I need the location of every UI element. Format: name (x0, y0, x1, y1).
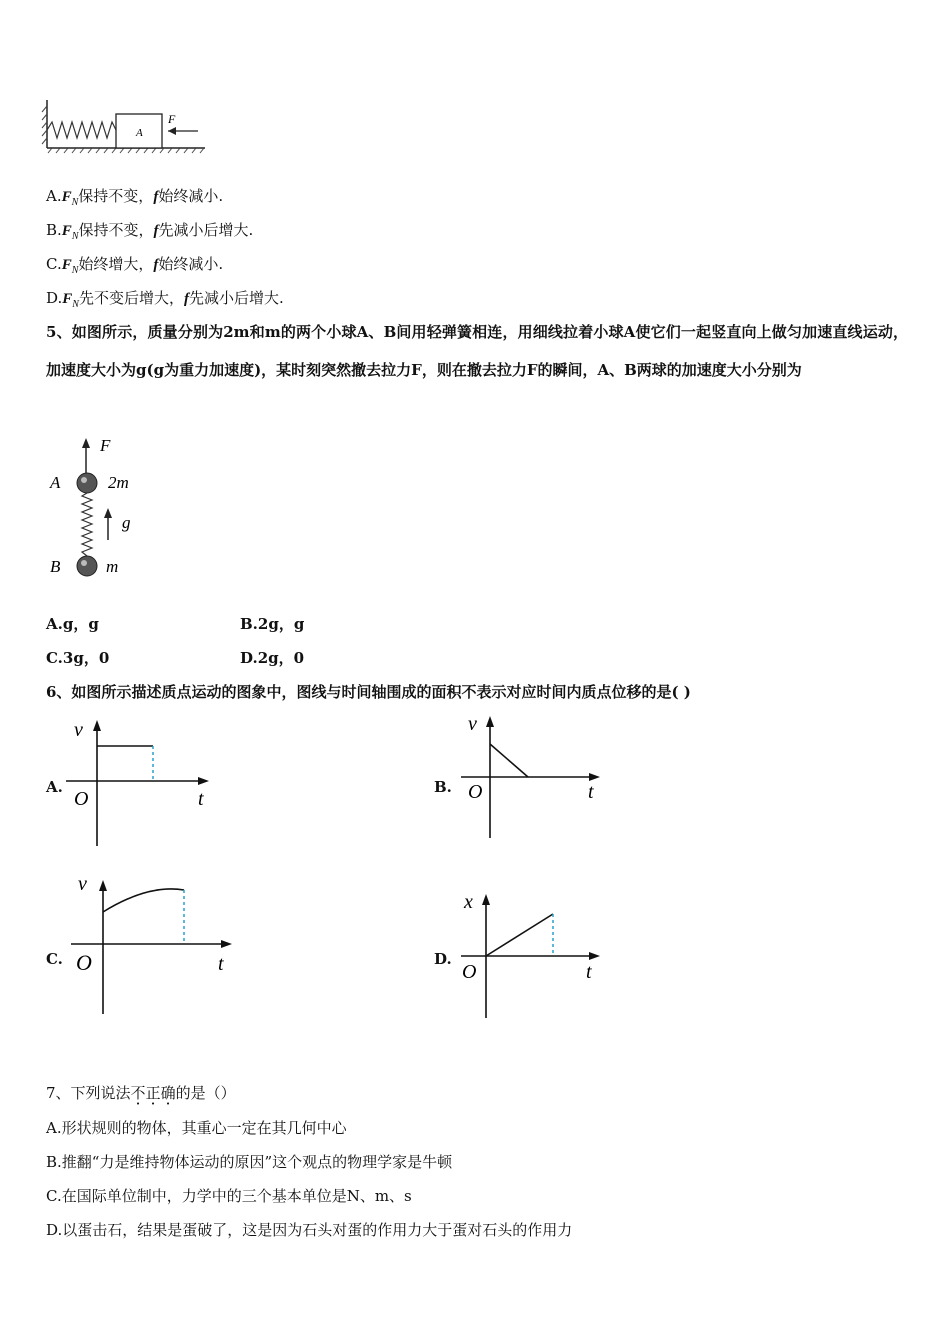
graph-c-x-label: t (218, 953, 224, 975)
fig-mass-b-label: m (106, 557, 119, 576)
q5-option-d: D.2g，0 (240, 649, 305, 667)
graph-d-letter: D. (434, 950, 452, 968)
fig-mass-a-label: 2m (108, 473, 129, 492)
q5-two-ball-figure (44, 432, 154, 582)
q7-option-d: D.以蛋击石，结果是蛋破了，这是因为石头对蛋的作用力大于蛋对石头的作用力 (46, 1221, 573, 1239)
fig-ball-a-label: A (50, 473, 61, 492)
ball-b (77, 556, 97, 576)
q5-option-a: A.g，g (46, 615, 99, 633)
graph-c-origin: O (76, 950, 92, 975)
q6-stem: 6、如图所示描述质点运动的图象中，图线与时间轴围成的面积不表示对应时间内质点位移的是( ) (46, 683, 691, 701)
graph-a-y-label: v (74, 719, 83, 741)
graph-b-curve (490, 744, 528, 777)
spring-block-figure (40, 96, 210, 158)
graph-a-x-label: t (198, 788, 204, 810)
graph-d-x-label: t (586, 961, 592, 983)
graph-c-letter: C. (46, 950, 63, 968)
graph-d (456, 888, 616, 1022)
q4-option-b: $B.F_N$保持不变，f先减小后增大. (46, 221, 254, 242)
graph-a-letter: A. (46, 778, 63, 796)
graph-d-curve (486, 914, 553, 956)
graph-d-y-label: x (464, 891, 473, 913)
graph-c (66, 872, 236, 1018)
graph-c-curve (103, 889, 184, 912)
fig-ball-b-label: B (50, 557, 61, 576)
force-label: F (168, 112, 176, 126)
graph-b-y-label: v (468, 713, 477, 735)
q5-stem: 5、如图所示，质量分别为2m和m的两个小球A、B间用轻弹簧相连，用细线拉着小球A使它们一起竖直向上做匀加速直线运动，加速度大小为g(g为重力加速度)，某时刻突然撤去拉力F，则在撤去拉力F的瞬间，A、B两球的加速度大小分别为 (46, 323, 908, 379)
q4-option-c: $C.F_N$始终增大，f始终减小. (46, 255, 224, 276)
graph-c-y-label: v (78, 873, 87, 895)
graph-a (66, 714, 226, 848)
q5-option-b: B.2g，g (240, 615, 305, 633)
fig-force-label: F (100, 436, 111, 455)
graph-b-x-label: t (588, 781, 594, 803)
graph-b-origin: O (468, 781, 483, 803)
graph-d-origin: O (462, 961, 477, 983)
graph-b (456, 710, 616, 844)
graph-a-origin: O (74, 788, 89, 810)
spring-vertical (82, 493, 92, 556)
q7-stem: 7、下列说法不正确的是（） (46, 1084, 236, 1102)
q7-option-b: B.推翻“力是维持物体运动的原因”这个观点的物理学家是牛顿 (46, 1153, 453, 1171)
q5-option-c: C.3g，0 (46, 649, 110, 667)
q7-option-c: C.在国际单位制中，力学中的三个基本单位是N、m、s (46, 1187, 412, 1205)
q4-option-d: $D.F_N$先不变后增大，f先减小后增大. (46, 289, 284, 310)
fig-accel-label: g (122, 513, 131, 532)
block-label: A (136, 127, 143, 139)
graph-b-letter: B. (434, 778, 452, 796)
ball-a (77, 473, 97, 493)
q4-option-a: $A.F_N$保持不变，f始终减小. (46, 187, 224, 208)
q7-option-a: A.形状规则的物体，其重心一定在其几何中心 (46, 1119, 347, 1137)
spring (47, 122, 116, 138)
